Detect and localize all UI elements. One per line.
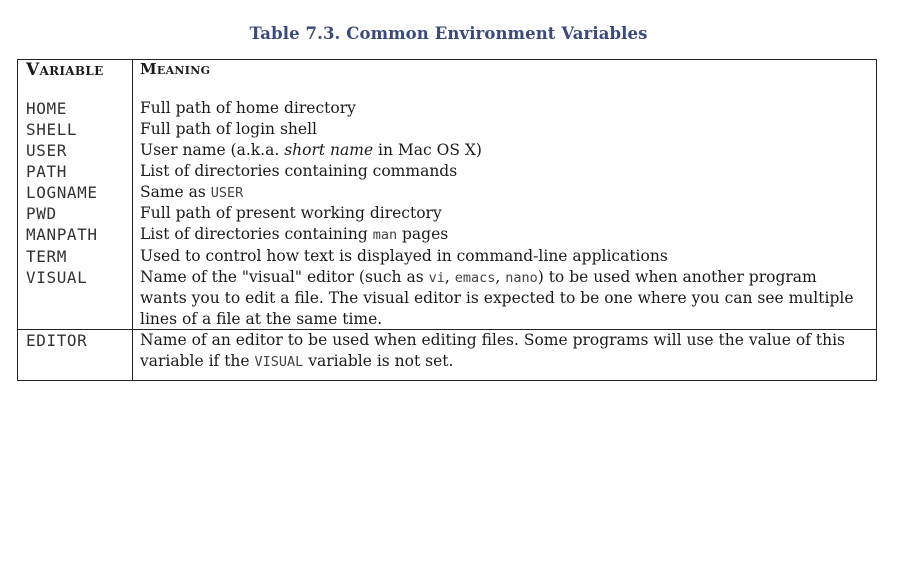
variable-name: VISUAL bbox=[18, 267, 133, 330]
variable-name: HOME bbox=[18, 98, 133, 119]
meaning-text: Full path of present working directory bbox=[140, 204, 442, 222]
inline-code: VISUAL bbox=[254, 353, 304, 370]
meaning-text: ) to be used when another program wants you to edit a file. The visual editor is expected to be one where you can see multiple lines of a file at the same time. bbox=[140, 267, 854, 328]
meaning-text: Full path of home directory bbox=[140, 98, 356, 117]
table-caption: Table 7.3. Common Environment Variables bbox=[249, 24, 648, 43]
table-row bbox=[18, 267, 877, 330]
table-body bbox=[18, 98, 877, 381]
variable-meaning bbox=[133, 267, 877, 330]
meaning-text: Name of the "visual" editor (such as bbox=[140, 267, 429, 286]
meaning-text: Name of an editor to be used when editing files. Some programs will use the value of this variable if the bbox=[140, 331, 845, 370]
meaning-text: Same as bbox=[140, 182, 211, 201]
header-row bbox=[18, 60, 877, 98]
meaning-text: variable is not set. bbox=[303, 351, 454, 370]
meaning-text: , bbox=[444, 267, 455, 286]
variable-meaning bbox=[133, 140, 877, 161]
variable-meaning bbox=[133, 161, 877, 182]
variable-name: MANPATH bbox=[18, 224, 133, 246]
environment-variables-table bbox=[17, 59, 877, 381]
inline-code: nano bbox=[505, 269, 538, 286]
variable-name: LOGNAME bbox=[18, 182, 133, 204]
meaning-text: List of directories containing bbox=[140, 225, 373, 243]
variable-meaning bbox=[133, 224, 877, 246]
variable-meaning bbox=[133, 330, 877, 381]
variable-meaning bbox=[133, 119, 877, 140]
emphasis-text: short name bbox=[284, 140, 374, 159]
table-row bbox=[18, 246, 877, 267]
meaning-text: Used to control how text is displayed in command-line applications bbox=[140, 246, 668, 265]
header-meaning: Meaning bbox=[140, 60, 211, 78]
variable-name: PATH bbox=[18, 161, 133, 182]
meaning-text: List of directories containing commands bbox=[140, 161, 458, 180]
variable-meaning bbox=[133, 182, 877, 204]
table-row bbox=[18, 203, 877, 224]
meaning-text: Full path of login shell bbox=[140, 119, 317, 138]
table-row bbox=[18, 330, 877, 381]
variable-meaning bbox=[133, 246, 877, 267]
variable-meaning bbox=[133, 98, 877, 119]
variable-name: USER bbox=[18, 140, 133, 161]
table-row bbox=[18, 119, 877, 140]
variable-name: SHELL bbox=[18, 119, 133, 140]
table-row bbox=[18, 140, 877, 161]
table-row bbox=[18, 224, 877, 246]
inline-code: emacs bbox=[454, 269, 496, 286]
header-variable: Variable bbox=[18, 60, 133, 98]
variable-name: EDITOR bbox=[18, 330, 133, 381]
meaning-text: pages bbox=[397, 225, 449, 243]
meaning-text: in Mac OS X) bbox=[373, 140, 482, 159]
meaning-text: User name (a.k.a. bbox=[140, 140, 285, 159]
meaning-text: , bbox=[495, 267, 506, 286]
variable-meaning bbox=[133, 203, 877, 224]
variable-name: TERM bbox=[18, 246, 133, 267]
table-row bbox=[18, 182, 877, 204]
table-row bbox=[18, 161, 877, 182]
table-row bbox=[18, 98, 877, 119]
table-header bbox=[18, 60, 877, 98]
inline-code: vi bbox=[428, 269, 445, 286]
inline-code: USER bbox=[210, 184, 244, 201]
inline-code: man bbox=[372, 227, 398, 243]
variable-name: PWD bbox=[18, 203, 133, 224]
